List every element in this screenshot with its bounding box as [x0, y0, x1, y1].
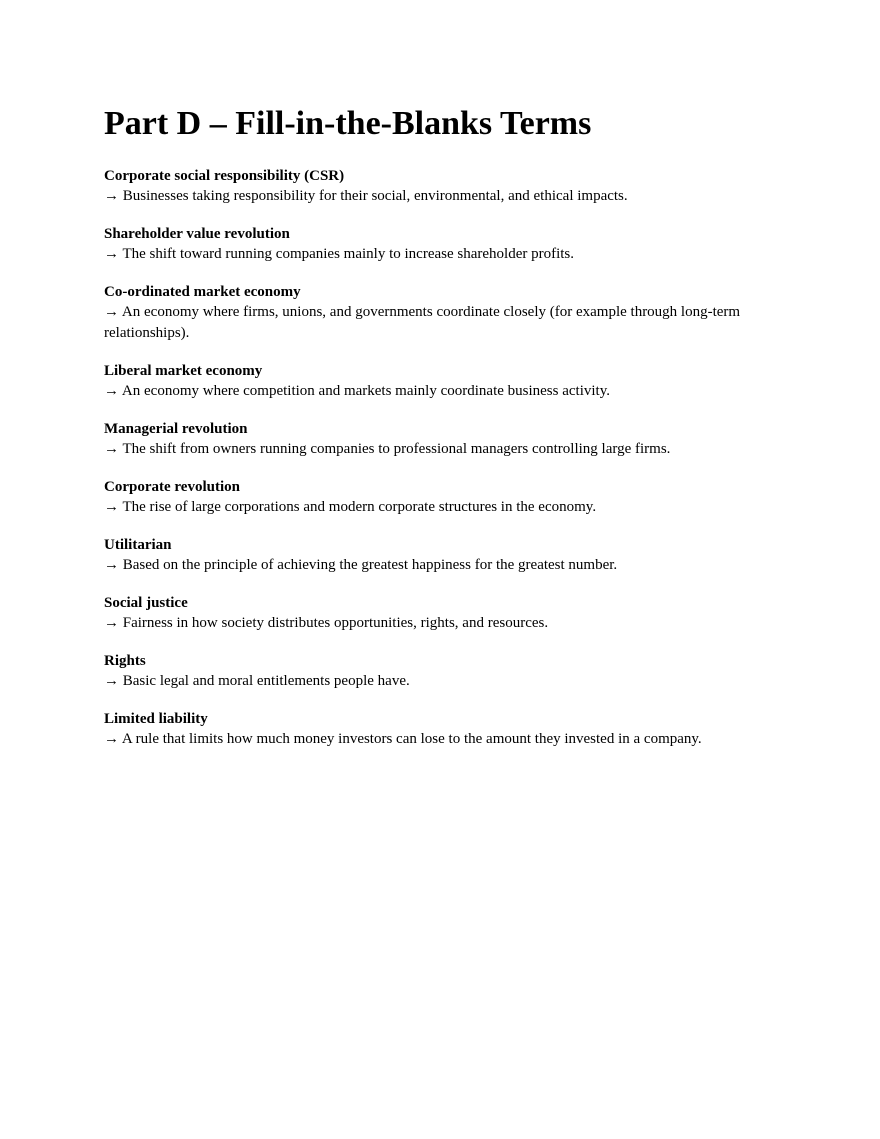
term-name: Limited liability: [104, 711, 208, 727]
term-item: [104, 282, 794, 344]
term-name: Corporate social responsibility (CSR): [104, 168, 345, 184]
term-definition: → The rise of large corporations and modern corporate structures in the economy.: [104, 499, 597, 515]
term-name: Corporate revolution: [104, 479, 240, 495]
term-item: [104, 419, 794, 460]
term-item: [104, 709, 794, 750]
term-definition: → A rule that limits how much money investors can lose to the amount they invested in a company.: [104, 731, 702, 747]
term-definition: → Based on the principle of achieving the greatest happiness for the greatest number.: [104, 557, 618, 573]
document-page: [104, 104, 794, 767]
term-definition: → An economy where competition and markets mainly coordinate business activity.: [104, 383, 610, 399]
term-name: Utilitarian: [104, 537, 172, 553]
term-definition: → Businesses taking responsibility for their social, environmental, and ethical impacts.: [104, 188, 628, 204]
term-name: Shareholder value revolution: [104, 226, 290, 242]
page-title: Part D – Fill-in-the-Blanks Terms: [104, 105, 592, 142]
term-item: [104, 166, 794, 207]
term-definition: → Basic legal and moral entitlements people have.: [104, 673, 410, 689]
term-item: [104, 651, 794, 692]
term-item: [104, 593, 794, 634]
term-name: Liberal market economy: [104, 363, 263, 379]
term-name: Managerial revolution: [104, 421, 248, 437]
term-definition: → Fairness in how society distributes opportunities, rights, and resources.: [104, 615, 549, 631]
term-definition: → An economy where firms, unions, and governments coordinate closely (for example through long-term relationships).: [104, 304, 741, 341]
term-name: Social justice: [104, 595, 188, 611]
term-definition: → The shift from owners running companies to professional managers controlling large firms.: [104, 441, 671, 457]
term-item: [104, 224, 794, 265]
term-name: Co-ordinated market economy: [104, 284, 301, 300]
term-name: Rights: [104, 653, 146, 669]
term-item: [104, 361, 794, 402]
term-item: [104, 477, 794, 518]
term-item: [104, 535, 794, 576]
term-definition: → The shift toward running companies mainly to increase shareholder profits.: [104, 246, 575, 262]
